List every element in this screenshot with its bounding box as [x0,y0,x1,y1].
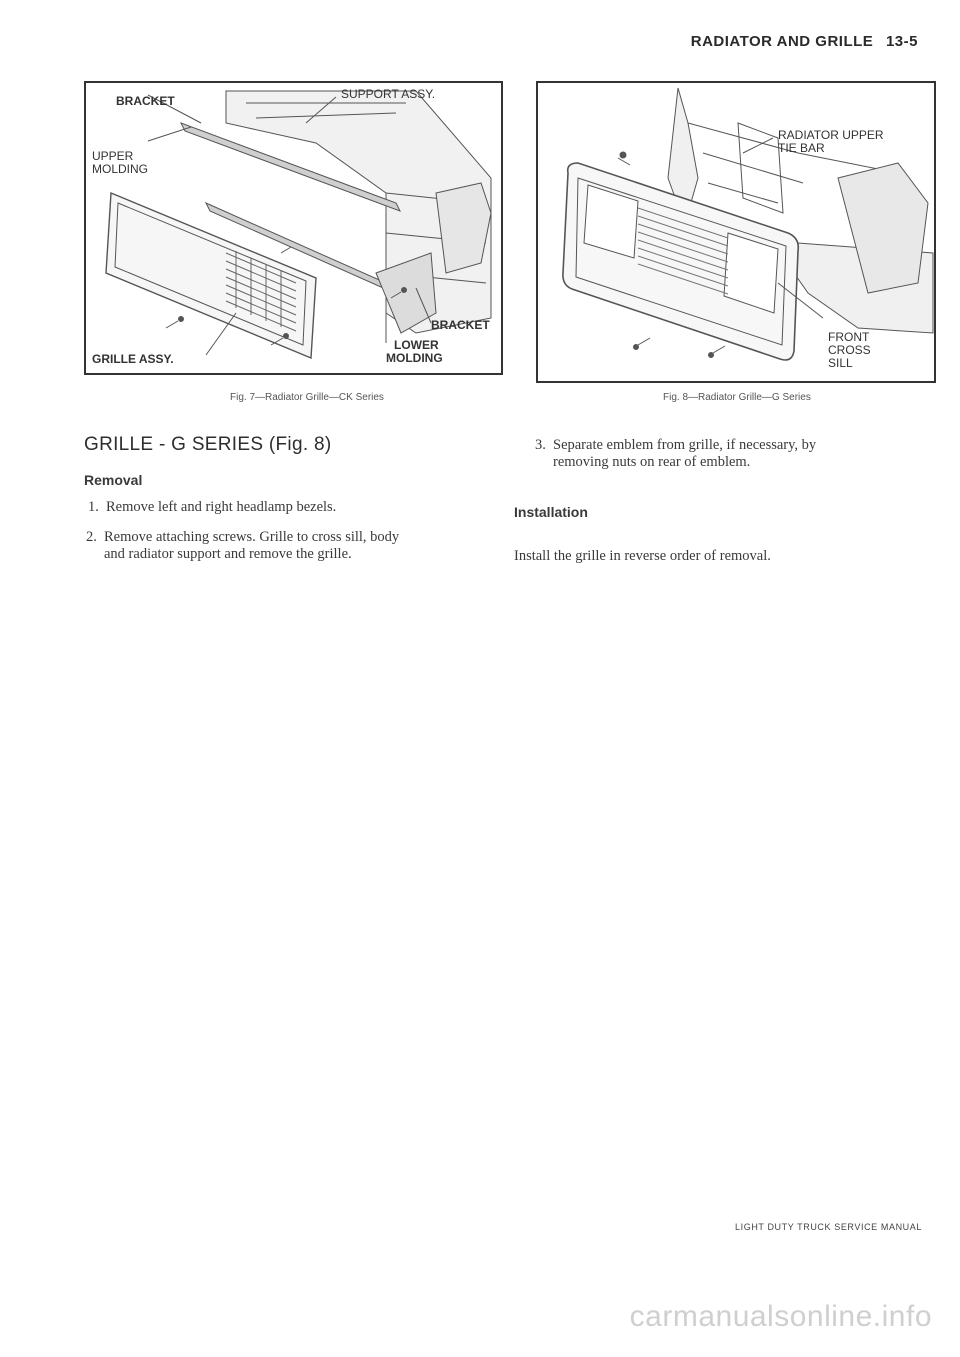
step-2 [86,529,496,569]
label-bracket-top: BRACKET [116,94,175,108]
step-text: and radiator support and remove the grille. [104,546,352,562]
label-support-assy: SUPPORT ASSY. [341,87,436,101]
label-radiator-upper-tie-bar-2: TIE BAR [778,141,825,155]
label-upper-molding-1: UPPER [92,149,134,163]
step-text: Remove left and right headlamp bezels. [106,499,337,515]
label-grille-assy: GRILLE ASSY. [92,352,174,366]
page-footer: LIGHT DUTY TRUCK SERVICE MANUAL [735,1222,922,1232]
header-title: RADIATOR AND GRILLE [690,33,874,50]
step-number: 3. [535,437,546,453]
watermark: carmanualsonline.info [629,1300,932,1333]
figure-8-caption: Fig. 8—Radiator Grille—G Series [663,392,811,403]
installation-heading: Installation [514,504,588,520]
label-front-cross-sill-3: SILL [828,356,853,370]
page-number: 13-5 [885,33,918,50]
step-text: Separate emblem from grille, if necessary, by [553,437,817,453]
step-number: 2. [86,529,97,545]
label-bracket-right: BRACKET [431,318,490,332]
step-3 [535,437,940,477]
label-radiator-upper-tie-bar-1: RADIATOR UPPER [778,128,884,142]
label-front-cross-sill-1: FRONT [828,330,870,344]
label-lower-molding-2: MOLDING [386,351,443,365]
label-upper-molding-2: MOLDING [92,162,149,176]
figure-7-caption: Fig. 7—Radiator Grille—CK Series [230,392,384,403]
step-text: Remove attaching screws. Grille to cross sill, body [104,529,400,545]
step-number: 1. [88,499,99,515]
page-header [691,33,918,50]
installation-text: Install the grille in reverse order of removal. [514,548,771,564]
figure-8-g-grille [536,81,936,383]
figure-7-ck-grille [84,81,503,375]
removal-heading: Removal [84,472,143,488]
label-lower-molding-1: LOWER [394,338,439,352]
label-front-cross-sill-2: CROSS [828,343,871,357]
section-title: GRILLE - G SERIES (Fig. 8) [84,434,332,455]
step-text: removing nuts on rear of emblem. [553,454,751,470]
